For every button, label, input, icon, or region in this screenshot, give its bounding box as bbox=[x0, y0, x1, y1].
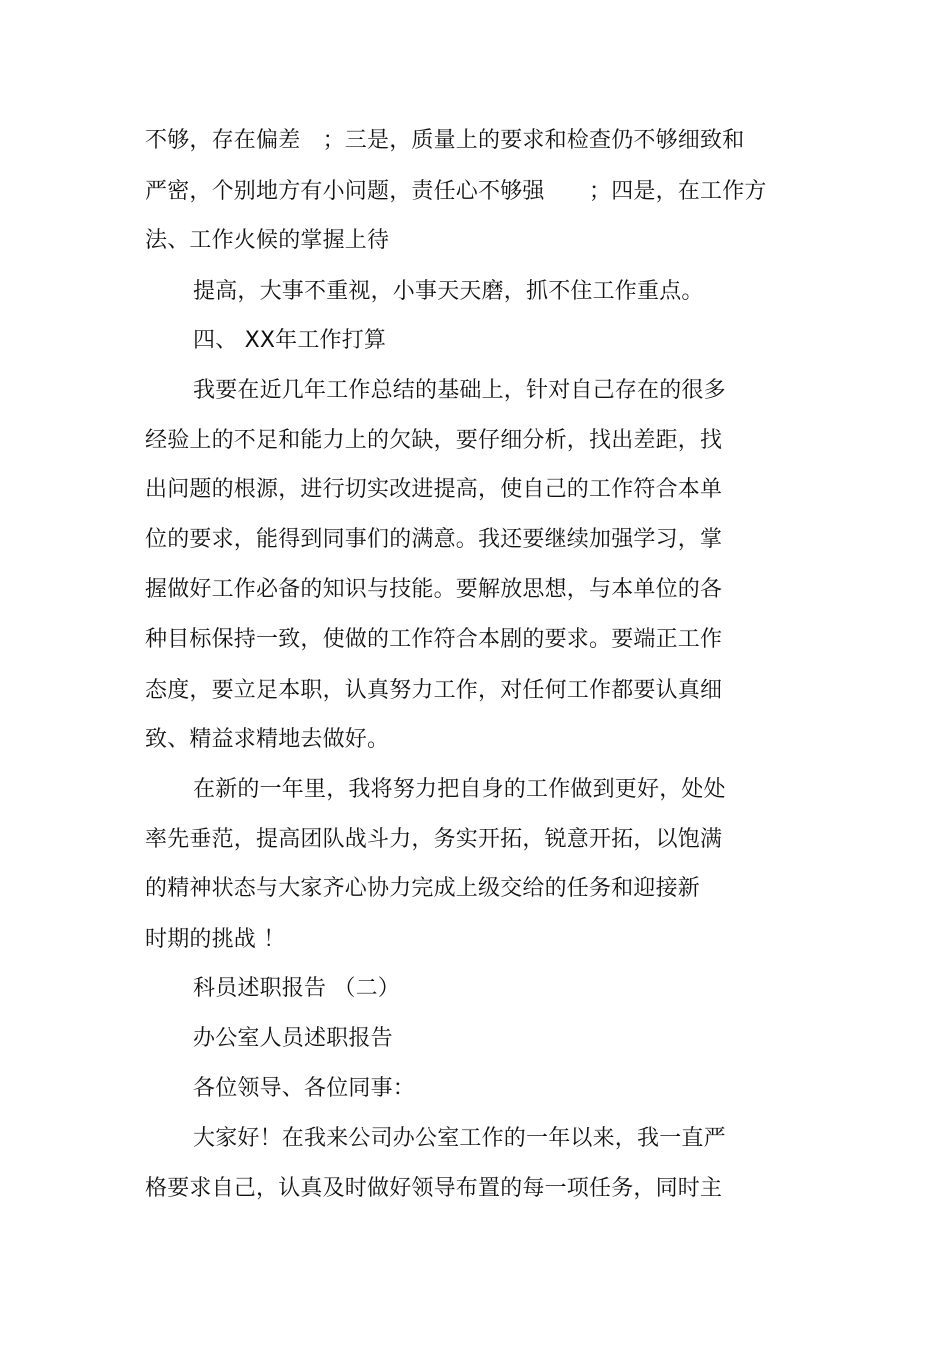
text-line: 握做好工作必备的知识与技能。要解放思想，与本单位的各 bbox=[145, 577, 723, 602]
text-line: 严密，个别地方有小问题，责任心不够强 ；四是，在工作方 bbox=[145, 179, 767, 204]
text-line: 法、工作火候的掌握上待 bbox=[145, 228, 390, 253]
text-line: 位的要求，能得到同事们的满意。我还要继续加强学习，掌 bbox=[145, 527, 723, 552]
report-subtitle: 办公室人员述职报告 bbox=[193, 1026, 393, 1051]
text-line: 态度，要立足本职，认真努力工作，对任何工作都要认真细 bbox=[145, 678, 723, 703]
text-line: 的精神状态与大家齐心协力完成上级交给的任务和迎接新 bbox=[145, 876, 701, 901]
report-title: 科员述职报告 （二） bbox=[193, 976, 400, 1001]
section-heading: 四、 XX年工作打算 bbox=[193, 328, 387, 353]
text-line: 不够，存在偏差 ；三是，质量上的要求和检查仍不够细致和 bbox=[145, 128, 745, 153]
text-line: 格要求自己，认真及时做好领导布置的每一项任务，同时主 bbox=[145, 1176, 723, 1201]
text-line: 时期的挑战 ！ bbox=[145, 927, 286, 952]
text-line: 致、精益求精地去做好。 bbox=[145, 727, 390, 752]
text-line: 我要在近几年工作总结的基础上，针对自己存在的很多 bbox=[193, 378, 726, 403]
salutation: 各位领导、各位同事： bbox=[193, 1076, 416, 1101]
text-line: 大家好！在我来公司办公室工作的一年以来，我一直严 bbox=[193, 1126, 726, 1151]
text-line: 种目标保持一致，使做的工作符合本剧的要求。要端正工作 bbox=[145, 627, 723, 652]
text-line: 在新的一年里，我将努力把自身的工作做到更好，处处 bbox=[193, 777, 726, 802]
text-line: 经验上的不足和能力上的欠缺，要仔细分析，找出差距，找 bbox=[145, 428, 723, 453]
text-line: 率先垂范，提高团队战斗力，务实开拓，锐意开拓，以饱满 bbox=[145, 827, 723, 852]
text-line: 出问题的根源，进行切实改进提高，使自己的工作符合本单 bbox=[145, 477, 723, 502]
text-line: 提高，大事不重视，小事天天磨，抓不住工作重点。 bbox=[193, 279, 704, 304]
